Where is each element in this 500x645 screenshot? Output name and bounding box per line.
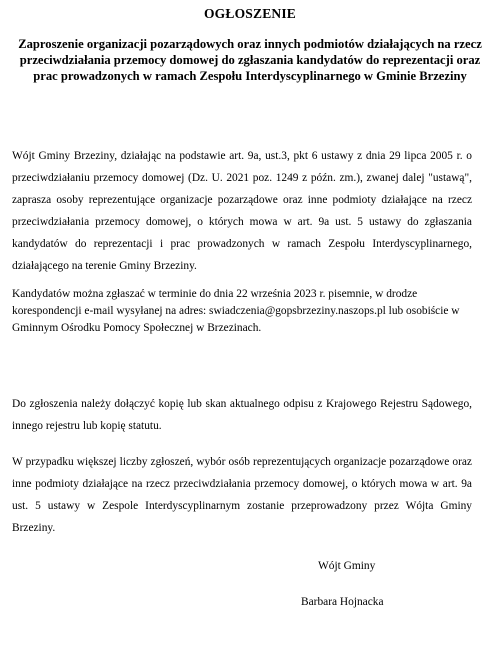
signature-name: Barbara Hojnacka bbox=[301, 596, 384, 608]
paragraph-intro: Wójt Gminy Brzeziny, działając na podstawie art. 9a, ust.3, pkt 6 ustawy z dnia 29 lipca 2005 r. o przeciwdziałaniu przemocy domowej (Dz. U. 2021 poz. 1249 z późn. zm.), zwanej dalej "ustawą", zaprasza osoby reprezentujące organizacje pozarządowe oraz inne podmioty działające na rzecz przeciwdziałania przemocy domowej, o których mowa w art. 9a ust. 5 ustawy do zgłaszania kandydatów do reprezentacji i prac prowadzonych w ramach Zespołu Interdyscyplinarnego, działającego na terenie Gminy Brzeziny. bbox=[12, 150, 472, 272]
document-heading: OGŁOSZENIE bbox=[203, 6, 297, 21]
document-subtitle: Zaproszenie organizacji pozarządowych oraz innych podmiotów działających na rzecz przeciwdziałania przemocy domowej do zgłaszania kandydatów do reprezentacji oraz prac prowadzonych w ramach Zespołu Interdyscyplinarnego w Gminie Brzeziny bbox=[18, 37, 482, 83]
paragraph-selection: W przypadku większej liczby zgłoszeń, wybór osób reprezentujących organizacje pozarządowe oraz inne podmioty działające na rzecz przeciwdziałania przemocy domowej, o których mowa w art. 9a ust. 5 ustawy w Zespole Interdyscyplinarnym zostanie przeprowadzony przez Wójta Gminy Brzeziny. bbox=[12, 456, 472, 534]
signature-title: Wójt Gminy bbox=[318, 560, 376, 572]
paragraph-deadline: Kandydatów można zgłaszać w terminie do dnia 22 września 2023 r. pisemnie, w drodze korespondencji e-mail wysyłanej na adres: swiadczenia@gopsbrzeziny.naszops.pl lub osobiście w Gminnym Ośrodku Pomocy Społecznej w Brzezinach. bbox=[12, 288, 460, 334]
paragraph-attachments: Do zgłoszenia należy dołączyć kopię lub skan aktualnego odpisu z Krajowego Rejestru Sądowego, innego rejestru lub kopię statutu. bbox=[12, 398, 472, 432]
